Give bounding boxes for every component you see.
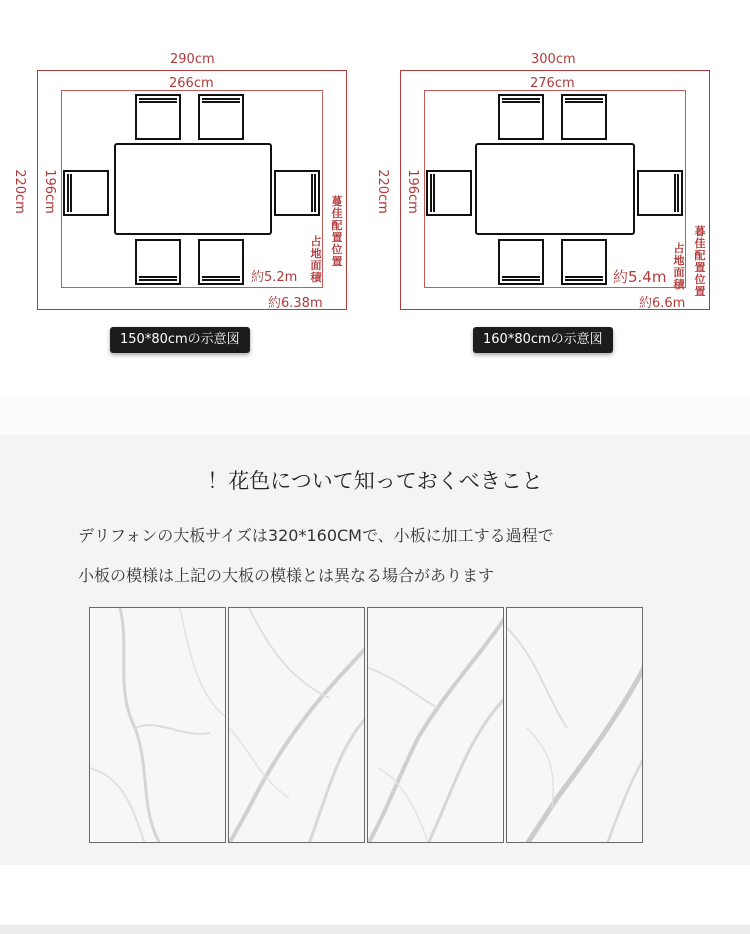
occupied-area-label: 占地面積 (673, 242, 685, 291)
inner-perimeter-label: 約5.2m (251, 270, 298, 285)
chair-left (63, 170, 109, 216)
marble-panel-1 (89, 607, 226, 843)
occupied-area-label: 占地面積 (310, 235, 322, 284)
chair-bottom-right (198, 239, 244, 285)
inner-width-label: 276cm (530, 76, 575, 91)
chair-top-right (198, 94, 244, 140)
bottom-band (0, 925, 750, 934)
notice-line-2: 小板の模様は上記の大板の模様とは異なる場合があります (78, 566, 495, 585)
inner-perimeter-label: 約5.4m (613, 268, 667, 286)
outer-height-label: 220cm (374, 169, 390, 214)
spacer (0, 865, 750, 925)
layout-diagram-150x80 (0, 0, 375, 395)
chair-right (274, 170, 320, 216)
inner-width-label: 266cm (169, 76, 214, 91)
dining-table (475, 143, 635, 235)
divider-band (0, 395, 750, 435)
diagram-caption: 160*80cmの示意図 (473, 327, 613, 353)
marble-panel-2 (228, 607, 365, 843)
chair-top-right (561, 94, 607, 140)
chair-top-left (498, 94, 544, 140)
best-placement-label: 蔓佳配置位置 (331, 195, 343, 268)
outer-width-label: 300cm (531, 52, 576, 67)
chair-top-left (135, 94, 181, 140)
marble-panel-3 (367, 607, 504, 843)
chair-right (637, 170, 683, 216)
outer-height-label: 220cm (11, 169, 27, 214)
chair-bottom-right (561, 239, 607, 285)
inner-height-label: 196cm (404, 169, 420, 214)
notice-line-1: デリフォンの大板サイズは320*160CMで、小板に加工する過程で (78, 526, 554, 545)
diagram-caption: 150*80cmの示意図 (110, 327, 250, 353)
layout-diagram-160x80 (363, 0, 738, 395)
section-heading: ！花色について知っておくべきこと (207, 469, 543, 493)
chair-bottom-left (135, 239, 181, 285)
outer-perimeter-label: 約6.38m (268, 296, 323, 311)
outer-width-label: 290cm (170, 52, 215, 67)
inner-height-label: 196cm (41, 169, 57, 214)
marble-panel-4 (506, 607, 643, 843)
best-placement-label: 暮佳配置位置 (694, 225, 706, 298)
chair-bottom-left (498, 239, 544, 285)
outer-perimeter-label: 約6.6m (639, 296, 686, 311)
dining-table (114, 143, 272, 235)
chair-left (426, 170, 472, 216)
